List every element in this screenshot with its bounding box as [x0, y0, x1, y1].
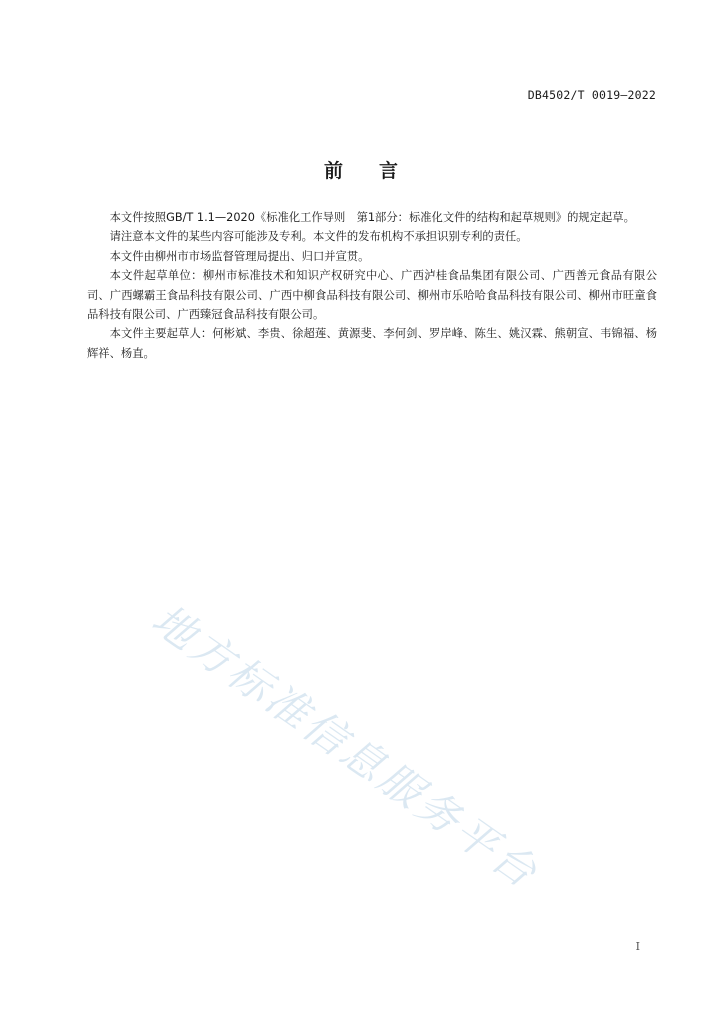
document-code: DB4502/T 0019—2022 [527, 88, 656, 102]
paragraph-patent-notice: 请注意本文件的某些内容可能涉及专利。本文件的发布机构不承担识别专利的责任。 [109, 230, 528, 244]
page-title [0, 156, 724, 183]
foreword-body [87, 208, 657, 363]
paragraph-drafters: 本文件主要起草人：何彬斌、李贵、徐超莲、黄源斐、李何剑、罗岸峰、陈生、姚汉霖、熊朝宣、韦锦福、杨辉祥、杨直。 [87, 327, 657, 360]
title-char-1: 前 [323, 160, 345, 182]
page-number: I [635, 940, 640, 953]
paragraph-drafting-rules: 本文件按照GB/T 1.1—2020《标准化工作导则 第1部分：标准化文件的结构和起草规则》的规定起草。 [109, 211, 635, 224]
watermark: 地方标准信息服务平台 [143, 594, 549, 899]
paragraph-drafting-units: 本文件起草单位：柳州市标准技术和知识产权研究中心、广西泸桂食品集团有限公司、广西善元食品有限公司、广西螺霸王食品科技有限公司、广西中柳食品科技有限公司、柳州市乐哈哈食品科技有限公司、柳州市旺童食品科技有限公司、广西臻冠食品科技有限公司。 [87, 269, 657, 322]
title-char-2: 言 [379, 160, 401, 182]
paragraph-proposer: 本文件由柳州市市场监督管理局提出、归口并宣贯。 [109, 249, 370, 263]
